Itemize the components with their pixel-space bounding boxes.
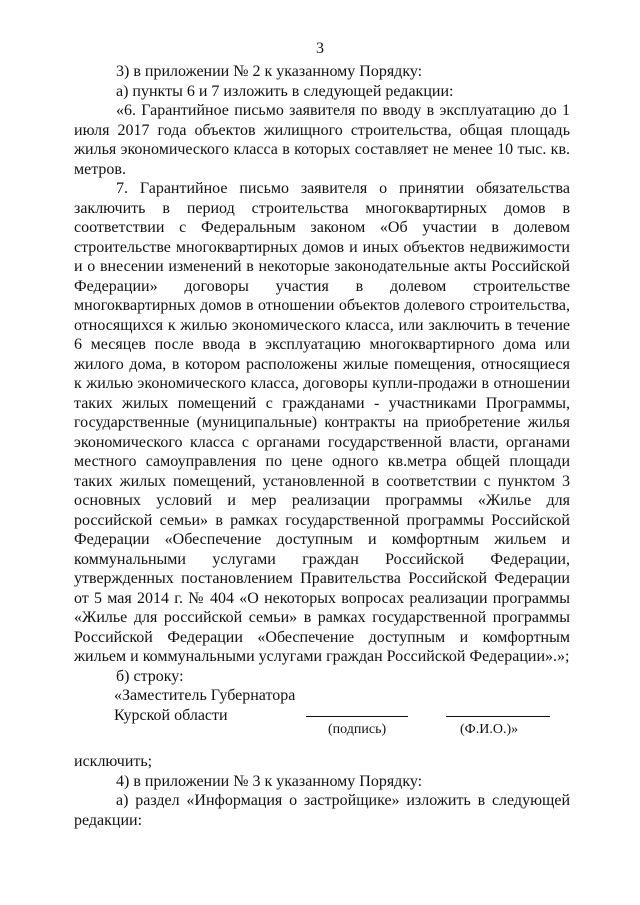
signature-caption: (подпись)	[328, 722, 387, 737]
paragraph-3: 3) в приложении № 2 к указанному Порядку:	[116, 63, 423, 80]
paragraph-7: 7. Гарантийное письмо заявителя о принятии обязательства заключить в период строительства многоквартирных домов в соответствии с Федеральным законом «Об участии в долевом строительстве многоквартирных домов и иных объектов недвижимости и о внесении изменений в некоторые законодательные акты Российской Федерации» договоры участия в долевом строительстве многоквартирных домов в отношении объектов долевого строительства, относящихся к жилью экономического класса, или заключить в течение 6 месяцев после ввода в эксплуатацию многоквартирного дома или жилого дома, в котором расположены жилые помещения, относящиеся к жилью экономического класса, договоры купли-продажи в отношении таких жилых помещений с гражданами - участниками Программы, государственные (муниципальные) контракты на приобретение жилья экономического класса с органами государственной власти, органами местного самоуправления по цене одного кв.метра общей площади таких жилых помещений, установленной в соответствии с пунктом 3 основных условий и мер реализации программы «Жилье для российской семьи» в рамках государственной программы Российской Федерации «Обеспечение доступным и комфортным жильем и коммунальными услугами граждан Российской Федерации, утвержденных постановлением Правительства Российской Федерации от 5 мая 2014 г. № 404 «О некоторых вопросах реализации программы «Жилье для российской семьи» в рамках государственной программы Российской Федерации «Обеспечение доступным и комфортным жильем и коммунальными услугами граждан Российской Федерации».»;	[74, 180, 570, 665]
signature-block	[74, 686, 570, 738]
paragraph-exclude: исключить;	[74, 753, 153, 770]
paragraph-6: «6. Гарантийное письмо заявителя по вводу в эксплуатацию до 1 июля 2017 года объектов жилищного строительства, общая площадь жилья экономического класса в которых составляет не менее 10 тыс. кв. метров.	[74, 102, 570, 178]
document-body	[74, 62, 570, 830]
paragraph-4: 4) в приложении № 3 к указанному Порядку:	[116, 772, 423, 790]
signature-title-line1: «Заместитель Губернатора	[114, 687, 296, 704]
signature-line	[306, 716, 408, 717]
paragraph-b: б) строку:	[116, 667, 184, 685]
name-line	[446, 716, 550, 717]
paragraph-4a: а) раздел «Информация о застройщике» изложить в следующей редакции:	[74, 792, 570, 829]
name-caption: (Ф.И.О.)»	[460, 722, 519, 737]
page-number: 3	[316, 40, 324, 57]
signature-title-line2: Курской области	[114, 707, 228, 724]
paragraph-a: а) пункты 6 и 7 изложить в следующей редакции:	[116, 82, 454, 100]
